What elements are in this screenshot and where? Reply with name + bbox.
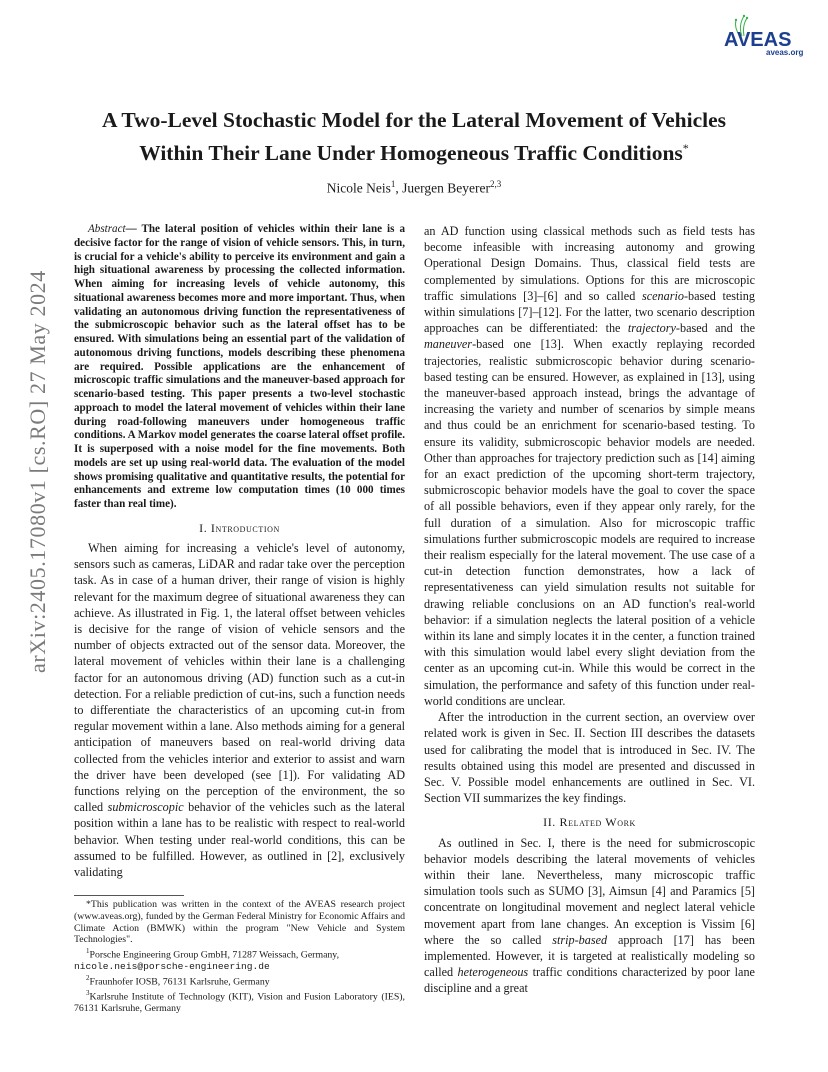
- footnotes: [74, 895, 405, 1015]
- right-column: [424, 223, 755, 997]
- abstract-text: The lateral position of vehicles within their lane is a decisive factor for the range of vision of vehicle sensors. This, in turn, is crucial for a vehicle's ability to perceive its environment and gain a high situational awareness by processing the collected information. When aiming for increasing levels of vehicle autonomy, this situational awareness becomes more and more important. Thus, when validating an autonomous driving function the representativeness of the submicroscopic behavior such as the lateral offset has to be ensured. With simulations being an essential part of the validation of autonomous driving functions, models describing these phenomena are required. Possible applications are the enhancement of microscopic traffic simulations and the maneuver-based approach for scenario-based testing. This paper presents a two-level stochastic approach to model the lateral movement of vehicles within their lane during road-following maneuvers under homogeneous traffic conditions. A Markov model generates the coarse lateral offset profile. It is superposed with a noise model for the fine movements. Both models are set up using real-world data. The evaluation of the model shows promising qualitative and quantitative results, the potential for enhancements and extreme low computation times (10 000 times faster than real time).: [74, 223, 406, 510]
- author-2-affil: 2,3: [489, 179, 502, 189]
- author-list: [60, 179, 768, 197]
- right-text-c: -based and the: [675, 321, 755, 336]
- author-1-affil: 1: [390, 179, 396, 189]
- right-text-d: -based one [13]. When exactly replaying recorded trajectories, realistic submicroscopic behavior during scenario-based testing can be ensured. However, as explained in [13], using the maneuver-based approach instead, brings the advantage of increasing the variety and number of scenarios by simple means and thus could be an enrichment for scenario-based testing. To ensure its validity, submicroscopic behavior models are needed. Other than approaches for trajectory prediction such as [14] aiming for an exact prediction of the upcoming short-term trajectory, submicroscopic behavior models have the goal to cover the space of all possible behaviors, even if they appear only rarely, for the full duration of a simulation. Also for microscopic traffic simulations further submicroscopic models are required to increase their realism especially for the lateral movement. The use case of a cut-in detection function demonstrates, how a lack of representativeness can yield simulation results not suitable for drawing reliable conclusions on an AD function's real-world behavior: if a simulation neglects the lateral position of a vehicle within its lane and simply locates it in the center, a function trained with this simulation would label every slight deviation from the center as an upcoming cut-in. While this would be correct in the simulation, the performance and safety of this function under real-world conditions are unclear.: [424, 337, 755, 708]
- author-email-link[interactable]: nicole.neis@porsche-engineering.de: [74, 961, 270, 973]
- intro-paragraph-1-cont: [424, 223, 755, 709]
- footnote-affil-3-text: Karlsruhe Institute of Technology (KIT), Vision and Fusion Laboratory (IES), 76131 Karlsruhe, Germany: [74, 991, 405, 1015]
- footnote-affil-1-text: Porsche Engineering Group GmbH, 71287 Weissach, Germany,: [89, 949, 340, 961]
- title-line-1: A Two-Level Stochastic Model for the Lateral Movement of Vehicles: [102, 108, 726, 132]
- right-emphasis-maneuver: maneuver: [424, 337, 473, 352]
- related-text-c: traffic conditions characterized by poor lane discipline and a great: [424, 965, 755, 996]
- left-column: [74, 223, 405, 880]
- abstract-dash: —: [125, 223, 137, 235]
- section-heading-related-work: II. Related Work: [543, 815, 636, 830]
- aveas-logo-mark: [720, 14, 810, 50]
- intro-emphasis: submicroscopic: [107, 800, 184, 815]
- footnote-affil-2-mark: 2: [86, 974, 90, 983]
- footnote-rule: [74, 895, 184, 896]
- related-text-a: As outlined in Sec. I, there is the need for submicroscopic behavior models describing the lateral movements of vehicles within their lane. Nevertheless, many microscopic traffic simulation tools such as SUMO [3], Aimsun [4] and Paramics [5] concentrate on longitudinal movement and neglect lateral vehicle movement apart from lane changes. An exception is Vissim [6] where the so called: [424, 835, 755, 947]
- intro-text-a: When aiming for increasing a vehicle's level of autonomy, sensors such as cameras, LiDAR and radar take over the perception task. As in case of a human driver, their range of vision is highly relevant for the maximum degree of situational awareness they can achieve. As illustrated in Fig. 1, the lateral offset between vehicles is decisive for the range of vision of vehicle sensors and the number of objects extracted out of the sensor data. Moreover, the lateral movement of vehicles within their lane is a challenging factor for an autonomous driving (AD) function such as a cut-in detection. For a reliable prediction of cut-ins, such a function needs to differentiate the characteristics of an upcoming cut-in from regular movement within a lane. Also methods aiming for a general anticipation of maneuvers based on real-world driving data collected from the vehicles interior and exterior to assist and warn the driver have been developed (see [1]). For validating AD functions relying on the perception of the environment, the so called: [74, 540, 405, 815]
- intro-text-b: behavior of the vehicles such as the lateral position within a lane has to be realistic with respect to real-world behavior. When testing under real-world conditions, this can be assumed to be fulfilled. However, as outlined in [2], exclusively validating: [74, 800, 405, 880]
- arxiv-identifier[interactable]: arXiv:2405.17080v1 [cs.RO] 27 May 2024: [25, 270, 50, 673]
- related-work-paragraph-1: [424, 835, 755, 997]
- footnote-affil-1: [74, 946, 405, 961]
- right-text-b: -based testing within simulations [7]–[12]. For the latter, two scenario description approaches can be differentiated: the: [424, 288, 755, 336]
- author-1: Nicole Neis: [326, 180, 391, 196]
- logo-wordmark: AVEAS: [724, 29, 792, 50]
- right-emphasis-scenario: scenario: [642, 288, 684, 303]
- related-emphasis-heterogeneous: heterogeneous: [457, 965, 529, 980]
- footnote-email-line: [74, 961, 405, 973]
- right-text-a: an AD function using classical methods such as field tests has become infeasible with increasing autonomy and growing Operational Design Domains. Thus, classical field tests are complemented by simulations. Options for this are microscopic traffic simulations [3]–[6] and so called: [424, 224, 755, 303]
- footnote-funding: *This publication was written in the context of the AVEAS research project (www.aveas.org), funded by the German Federal Ministry for Economic Affairs and Climate Action (BMWK) within the program "New Vehicle and System Technologies".: [74, 899, 405, 946]
- intro-paragraph-outline: After the introduction in the current section, an overview over related work is given in Sec. II. Section III describes the datasets used for calibrating the model that is introduced in Sec. IV. The results obtained using this model are presented and discussed in Sec. V. Possible model enhancements are outlined in Sec. VI. Section VII summarizes the key findings.: [424, 710, 755, 806]
- intro-paragraph-1: [74, 540, 405, 880]
- footnote-affil-3-mark: 3: [86, 989, 90, 998]
- title-footnote-mark: *: [682, 141, 689, 155]
- footnote-affil-1-mark: 1: [86, 947, 90, 956]
- abstract-lead: Abstract: [88, 223, 126, 235]
- author-2: Juergen Beyerer: [402, 180, 490, 196]
- right-emphasis-trajectory: trajectory: [627, 321, 676, 336]
- aveas-logo: [720, 14, 810, 58]
- footnote-affil-3: [74, 988, 405, 1015]
- abstract: [74, 223, 405, 512]
- section-heading-introduction: I. Introduction: [199, 520, 280, 535]
- footnote-affil-2: [74, 973, 405, 988]
- related-emphasis-strip: strip-based: [552, 932, 608, 947]
- footnote-affil-2-text: Fraunhofer IOSB, 76131 Karlsruhe, Germany: [89, 976, 270, 988]
- logo-url: aveas.org: [766, 48, 804, 57]
- author-sep: ,: [395, 180, 403, 196]
- title-line-2: Within Their Lane Under Homogeneous Traffic Conditions: [139, 141, 683, 166]
- related-text-b: approach [17] has been implemented. However, it is targeted at realistically modeling so called: [424, 932, 755, 980]
- paper-title: [60, 106, 768, 167]
